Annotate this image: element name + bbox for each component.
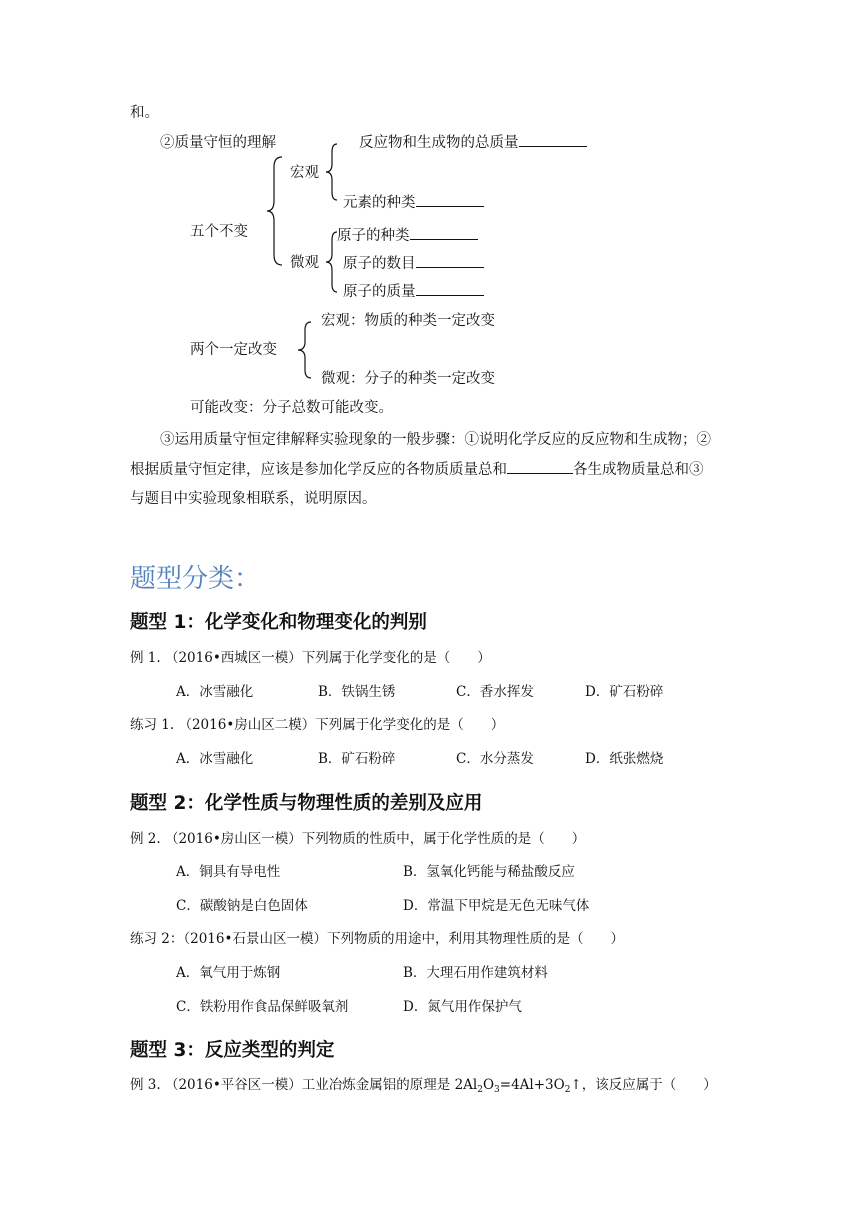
micro-brace (323, 230, 339, 294)
example-2-option-b: B．氢氧化钙能与稀盐酸反应 (403, 864, 575, 880)
practice-1-stem: 练习 1. （2016•房山区二模）下列属于化学变化的是（ ） (130, 717, 505, 733)
example-1-option-b: B．铁锅生锈 (318, 684, 396, 700)
practice-2-option-d: D．氮气用作保护气 (403, 999, 522, 1015)
change-item-micro: 微观：分子的种类一定改变 (321, 371, 495, 387)
change-item-macro: 宏观：物质的种类一定改变 (321, 313, 495, 329)
example-1-option-d: D．矿石粉碎 (585, 684, 664, 700)
tail-text: 和。 (130, 105, 159, 121)
practice-1-option-b: B．矿石粉碎 (318, 751, 396, 767)
practice-2-stem: 练习 2：（2016•石景山区一模）下列物质的用途中，利用其物理性质的是（ ） (130, 931, 624, 947)
micro-item-3: 原子的质量 (343, 282, 484, 302)
macro-item-1: 反应物和生成物的总质量 (359, 133, 587, 153)
practice-2-option-a: A．氧气用于炼钢 (176, 965, 281, 981)
change-brace (293, 320, 313, 380)
two-changes-label: 两个一定改变 (190, 342, 277, 358)
steps-line-1: ③运用质量守恒定律解释实验现象的一般步骤：①说明化学反应的反应物和生成物；② (160, 432, 711, 448)
example-2-option-a: A．铜具有导电性 (176, 864, 281, 880)
steps-line-3: 与题目中实验现象相联系，说明原因。 (130, 491, 377, 507)
type-1-heading: 题型 1：化学变化和物理变化的判别 (130, 612, 427, 633)
example-2-stem: 例 2. （2016•房山区一模）下列物质的性质中，属于化学性质的是（ ） (130, 831, 586, 847)
practice-2-option-c: C．铁粉用作食品保鲜吸氧剂 (176, 999, 349, 1015)
five-invariants-label: 五个不变 (190, 224, 248, 240)
section-title: 题型分类： (130, 564, 261, 594)
macro-brace (323, 142, 339, 202)
macro-label: 宏观 (290, 165, 319, 181)
micro-item-1: 原子的种类 (337, 226, 478, 246)
example-2-option-c: C．碳酸钠是白色固体 (176, 898, 308, 914)
practice-1-option-d: D．纸张燃烧 (585, 751, 664, 767)
example-3-stem: 例 3. （2016•平谷区一模）工业冶炼金属铝的原理是 $2Al_2O_3=4Al+3O_2↑$，该反应属于（ ） (130, 1077, 717, 1095)
practice-1-option-a: A．冰雪融化 (176, 751, 254, 767)
macro-item-2: 元素的种类 (343, 193, 484, 213)
steps-line-2: 根据质量守恒定律，应该是参加化学反应的各物质质量总和 各生成物质量总和③ (130, 462, 704, 478)
example-2-option-d: D．常温下甲烷是无色无味气体 (403, 898, 590, 914)
invariants-brace (264, 155, 284, 267)
practice-1-option-c: C．水分蒸发 (456, 751, 534, 767)
example-1-stem: 例 1. （2016•西城区一模）下列属于化学变化的是（ ） (130, 650, 491, 666)
micro-item-2: 原子的数目 (343, 254, 484, 274)
example-1-option-a: A．冰雪融化 (176, 684, 254, 700)
mass-conservation-title: ②质量守恒的理解 (160, 135, 276, 151)
type-2-heading: 题型 2：化学性质与物理性质的差别及应用 (130, 793, 483, 814)
type-3-heading: 题型 3：反应类型的判定 (130, 1040, 335, 1061)
example-1-option-c: C．香水挥发 (456, 684, 534, 700)
practice-2-option-b: B．大理石用作建筑材料 (403, 965, 548, 981)
micro-label: 微观 (290, 255, 319, 271)
possible-change: 可能改变：分子总数可能改变。 (190, 400, 393, 416)
